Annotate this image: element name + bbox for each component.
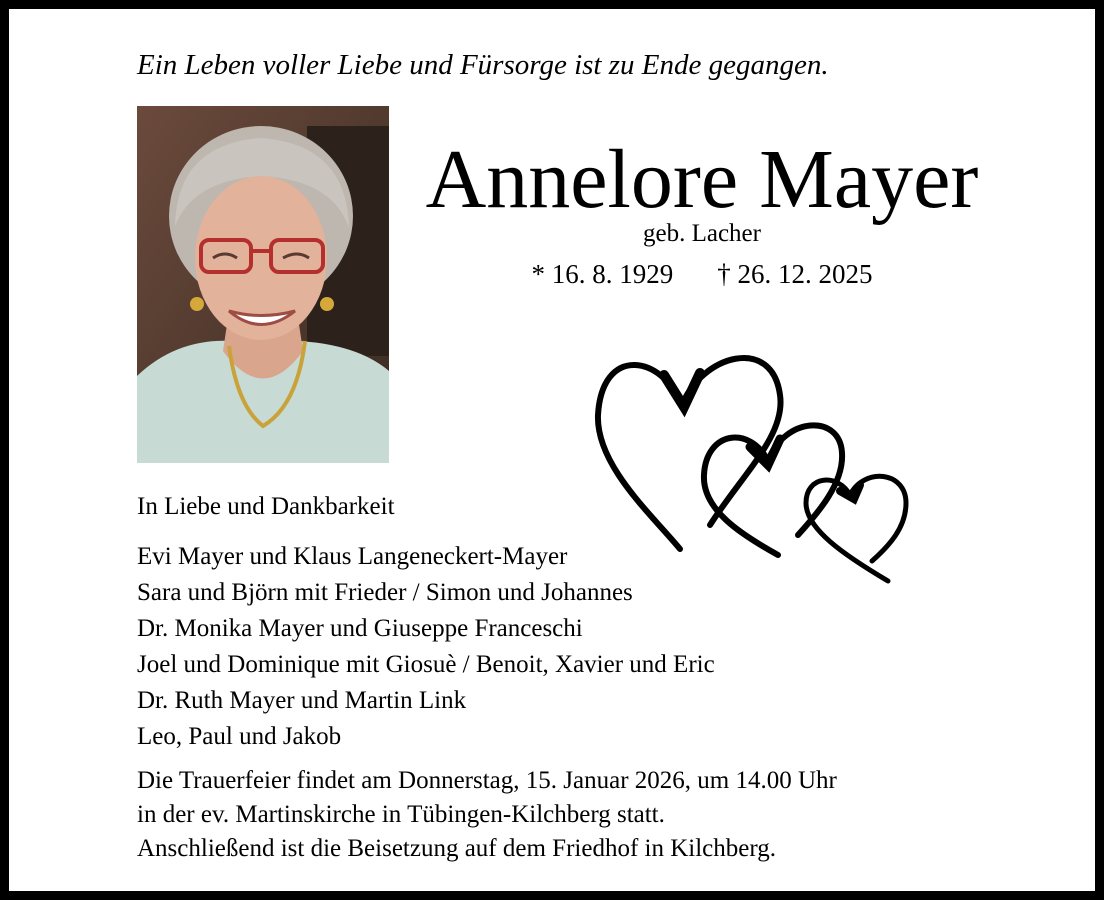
motto-line: Ein Leben voller Liebe und Fürsorge ist zu Ende gegangen.	[137, 49, 829, 81]
mourner-line: Evi Mayer und Klaus Langeneckert-Mayer	[137, 543, 568, 570]
dedication: In Liebe und Dankbarkeit	[137, 493, 395, 520]
funeral-notice-line: Die Trauerfeier findet am Donnerstag, 15. Januar 2026, um 14.00 Uhr	[137, 767, 837, 794]
birth-date: * 16. 8. 1929	[531, 259, 674, 289]
funeral-notice-line: Anschließend ist die Beisetzung auf dem Friedhof in Kilchberg.	[137, 835, 776, 862]
mourner-line: Dr. Ruth Mayer und Martin Link	[137, 687, 467, 714]
mourner-line: Joel und Dominique mit Giosuè / Benoit, Xavier und Eric	[137, 651, 715, 678]
funeral-notice-line: in der ev. Martinskirche in Tübingen-Kilchberg statt.	[137, 801, 665, 828]
mourner-line: Leo, Paul und Jakob	[137, 723, 342, 750]
funeral-notice	[137, 764, 837, 866]
maiden-name: geb. Lacher	[643, 220, 761, 247]
mourner-line: Dr. Monika Mayer und Giuseppe Franceschi	[137, 615, 583, 642]
mourner-line: Sara und Björn mit Frieder / Simon und Johannes	[137, 579, 633, 606]
death-date: † 26. 12. 2025	[717, 259, 873, 289]
portrait-photo	[137, 106, 389, 463]
deceased-name: Annelore Mayer	[425, 133, 979, 226]
obituary-card	[9, 9, 1095, 891]
life-dates	[413, 259, 991, 290]
mourners-list	[137, 539, 715, 755]
